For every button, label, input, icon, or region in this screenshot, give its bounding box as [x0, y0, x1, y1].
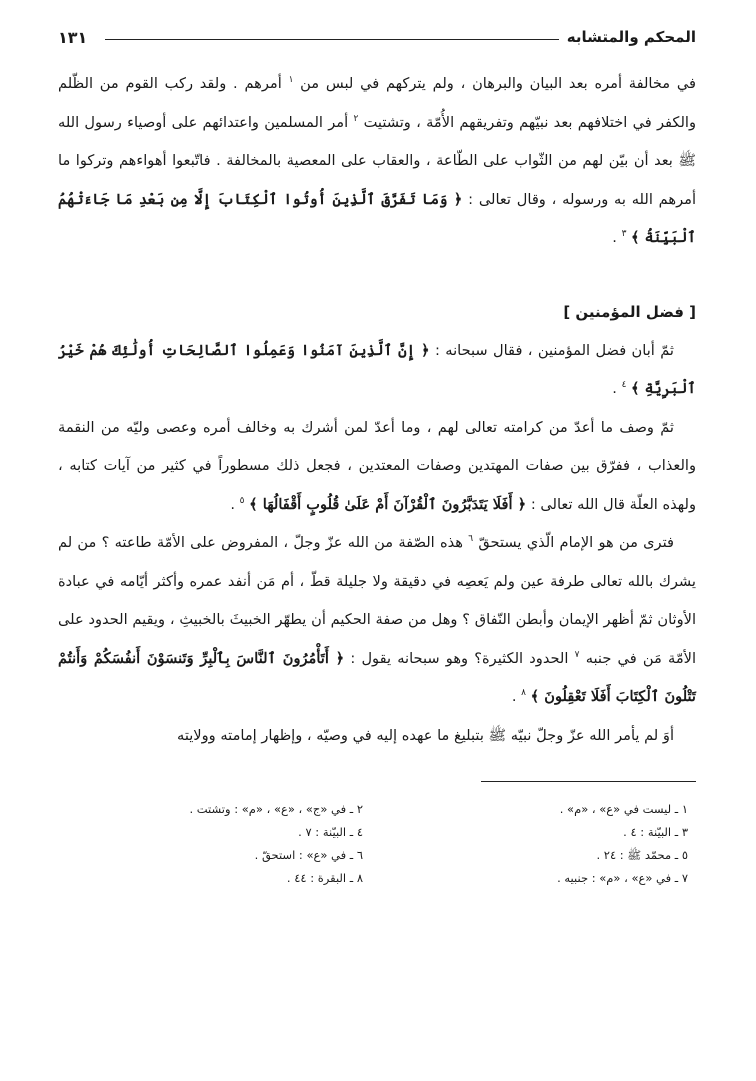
paragraph-1-text-c: أمر المسلمين واعتدائهم على أوصياء رسول الله ﷺ بعد أن بيّن لهم من الثّواب على الطّاعة ، والعقاب على المعصية بالمخالفة . فاتّبعوا أهواءهم وتركوا ما أمرهم الله به ورسوله ، وقال تعالى :	[58, 113, 696, 208]
paragraph-4-end: .	[511, 688, 517, 705]
footnotes	[58, 800, 696, 888]
footnote-divider	[481, 781, 696, 782]
paragraph-1-text-b: أمرهم . ولقد ركب القوم من الظّلم والكفر في اختلافهم بعد نبيّهم وتفريقهم الأُمّة ، وتشتيت	[58, 75, 697, 131]
running-header	[58, 20, 696, 54]
footnote-2: ٢ ـ في «ج» ، «ع» ، «م» : وتشتت .	[189, 802, 363, 816]
section-heading: [ فضل المؤمنين ]	[563, 302, 696, 321]
paragraph-3	[58, 409, 696, 525]
footnote-ref-3: ٣	[621, 229, 627, 240]
footnote-ref-8: ٨	[521, 688, 526, 699]
footnote-8: ٨ ـ البقرة : ٤٤ .	[286, 871, 363, 885]
footnote-4: ٤ ـ البيّنة : ٧ .	[298, 825, 363, 839]
paragraph-5	[58, 717, 696, 756]
header-rule	[105, 39, 558, 40]
paragraph-1-text-a: في مخالفة أمره بعد البيان والبرهان ، ولم يتركهم في لبس من	[300, 75, 697, 92]
quran-verse-1: ﴿ وَمَا تَفَرَّقَ ٱلَّذِينَ أُوتُوا ٱلْكِتَابَ إِلَّا مِن بَعْدِ مَا جَاءَتْهُمُ ٱلْبَيِّنَةُ ﴾	[58, 190, 696, 246]
paragraph-4	[58, 524, 696, 717]
paragraph-4-text-a: فترى من هو الإمام الّذي يستحقّ	[478, 534, 674, 551]
footnote-ref-4: ٤	[621, 380, 627, 391]
paragraph-3-text: ثمّ وصف ما أعدّ من كرامته تعالى لهم ، وما أعدّ لمن أشرك به وخالف أمره وعصى وليّه من النقمة والعذاب ، ففرّق بين صفات المهتدين وصفات المعتدين ، فجعل ذلك مسطوراً في كثير من آيات كتابه ، ولهذه العلّة قال الله تعالى :	[58, 418, 696, 513]
paragraph-5-text: أوَ لم يأمر الله عزّ وجلّ نبيّه ﷺ بتبليغ ما عهده إليه في وصيّه ، وإظهار إمامته وولايته	[177, 726, 674, 744]
footnote-7: ٧ ـ في «ع» ، «م» : جنبيه .	[557, 871, 688, 885]
book-page	[58, 20, 696, 1070]
footnote-6: ٦ ـ في «ع» : استحقّ .	[254, 848, 363, 862]
running-title: المحكم والمتشابه	[566, 28, 696, 46]
footnote-ref-1: ١	[288, 75, 294, 86]
footnote-3: ٣ ـ البيّنة : ٤ .	[623, 825, 688, 839]
footnote-ref-5: ٥	[239, 495, 245, 506]
footnote-ref-6: ٦	[468, 534, 474, 545]
quran-verse-3: ﴿ أَفَلَا يَتَدَبَّرُونَ ٱلْقُرْآنَ أَمْ عَلَىٰ قُلُوبٍ أَقْفَالُهَا ﴾	[249, 495, 527, 513]
paragraph-3-end: .	[230, 495, 235, 513]
page-number: ١٣١	[58, 27, 88, 47]
paragraph-4-text-b: هذه الصّفة من الله عزّ وجلّ ، المفروض على الأمّة طاعته ؟ من لم يشرك بالله تعالى طرفة عين ولم يَعصِه في دقيقة ولا جليلة قطّ ، أم مَن أنفد عمره وأكثر أيّامه في عبادة الأوثان ثمّ أظهر الإيمان وأبطن النّفاق ؟ وهل من صفة الحكيم أن يطهّر الخبيثَ بالخبيثِ ، ويقيم الحدود على الأمّة مَن في جنبه	[58, 534, 697, 667]
paragraph-2-end: .	[612, 380, 617, 397]
footnote-ref-2: ٢	[353, 113, 359, 124]
quran-verse-4: ﴿ أَتَأْمُرُونَ ٱلنَّاسَ بِٱلْبِرِّ وَتَنسَوْنَ أَنفُسَكُمْ وَأَنتُمْ تَتْلُونَ ٱلْكِتَابَ أَفَلَا تَعْقِلُونَ ﴾	[58, 649, 696, 705]
footnote-ref-7: ٧	[574, 649, 580, 660]
paragraph-2-text: ثمّ أبان فضل المؤمنين ، فقال سبحانه :	[434, 341, 674, 359]
footnote-5: ٥ ـ محمّد ﷺ : ٢٤ .	[596, 848, 688, 862]
paragraph-1-end: .	[612, 229, 617, 246]
paragraph-1	[58, 65, 696, 258]
paragraph-2	[58, 332, 696, 409]
paragraph-4-text-c: الحدود الكثيرة؟ وهو سبحانه يقول :	[350, 649, 569, 667]
quran-verse-2: ﴿ إِنَّ ٱلَّذِينَ آمَنُوا وَعَمِلُوا ٱلصَّالِحَاتِ أُولَٰئِكَ هُمْ خَيْرُ ٱلْبَرِيَّةِ ﴾	[58, 341, 696, 397]
footnote-1: ١ ـ ليست في «ع» ، «م» .	[559, 802, 688, 816]
